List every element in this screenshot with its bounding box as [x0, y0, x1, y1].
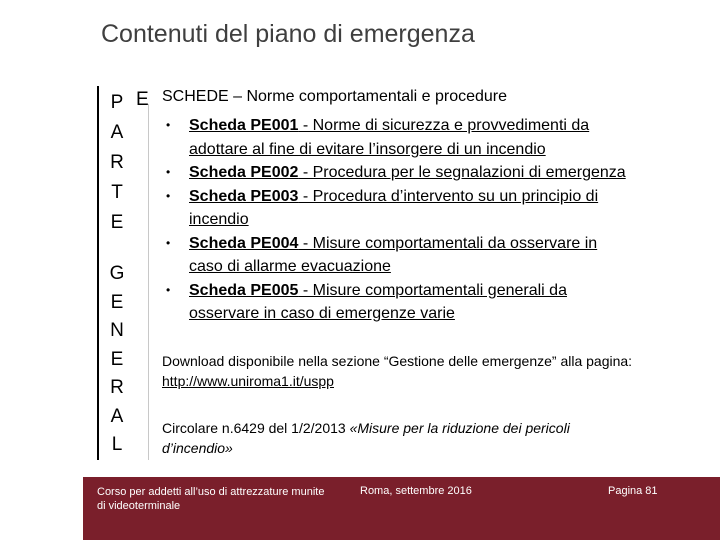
scheda-code[interactable]: Scheda PE003 — [189, 187, 299, 205]
slide-title: Contenuti del piano di emergenza — [101, 20, 475, 48]
download-text: Download disponibile nella sezione “Gestione delle emergenze” alla pagina: — [162, 353, 633, 369]
scheda-text[interactable]: - Procedura per le segnalazioni di emergenza — [298, 164, 626, 181]
list-item[interactable] — [160, 114, 635, 161]
bullet: • — [166, 282, 171, 297]
scheda-list — [160, 114, 635, 326]
bullet: • — [166, 188, 171, 203]
vertical-label — [107, 88, 127, 460]
vertical-letter: E — [110, 348, 124, 370]
uspp-link[interactable]: http://www.uniroma1.it/uspp — [162, 373, 334, 389]
vertical-letter: E — [110, 291, 124, 313]
vertical-letter: E — [110, 212, 124, 233]
circolare-prefix: Circolare n.6429 del 1/2/2013 — [162, 420, 350, 436]
vertical-letter: P — [110, 92, 124, 113]
scheda-text[interactable]: - Norme di sicurezza e provvedimenti da adottare al fine di evitare l’insorgere di un incendio — [189, 117, 590, 158]
scheda-code[interactable]: Scheda PE005 — [189, 281, 299, 299]
section-heading: SCHEDE – Norme comportamentali e procedure — [162, 88, 508, 105]
vertical-letter: L — [111, 434, 123, 455]
vertical-letter: N — [110, 320, 124, 341]
bullet: • — [166, 235, 171, 250]
left-border-line — [97, 86, 99, 460]
bullet: • — [166, 165, 171, 179]
bullet: • — [166, 118, 171, 132]
vertical-letter: R — [110, 152, 124, 173]
download-note — [162, 351, 642, 391]
list-item[interactable] — [160, 232, 635, 279]
footer-page-number: Pagina 81 — [608, 485, 658, 497]
part-letter: E — [136, 89, 149, 110]
list-item[interactable] — [160, 185, 635, 232]
vertical-letter: T — [111, 182, 123, 203]
vertical-letter: R — [110, 377, 124, 398]
vertical-letter: A — [110, 122, 124, 143]
scheda-text[interactable]: - Misure comportamentali generali da osservare in caso di emergenze varie — [189, 281, 567, 322]
scheda-text[interactable]: - Misure comportamentali da osservare in caso di allarme evacuazione — [189, 234, 598, 275]
scheda-text[interactable]: - Procedura d’intervento su un principio di incendio — [189, 187, 599, 228]
vertical-letter: A — [110, 405, 124, 427]
vertical-gap — [107, 238, 127, 260]
footer-bar — [83, 477, 720, 540]
vertical-letter: G — [109, 263, 125, 284]
scheda-code[interactable]: Scheda PE004 — [189, 234, 299, 252]
scheda-code[interactable]: Scheda PE002 — [189, 164, 299, 181]
list-item[interactable] — [160, 161, 635, 185]
circolare-title: «Misure per la riduzione dei pericoli d’incendio» — [162, 420, 570, 456]
column-separator — [148, 104, 149, 460]
circolare-note — [162, 418, 642, 458]
footer-place-date: Roma, settembre 2016 — [360, 485, 472, 497]
list-item[interactable] — [160, 279, 635, 326]
scheda-code[interactable]: Scheda PE001 — [189, 117, 299, 134]
footer-course: Corso per addetti all’uso di attrezzature munite di videoterminale — [97, 486, 325, 512]
